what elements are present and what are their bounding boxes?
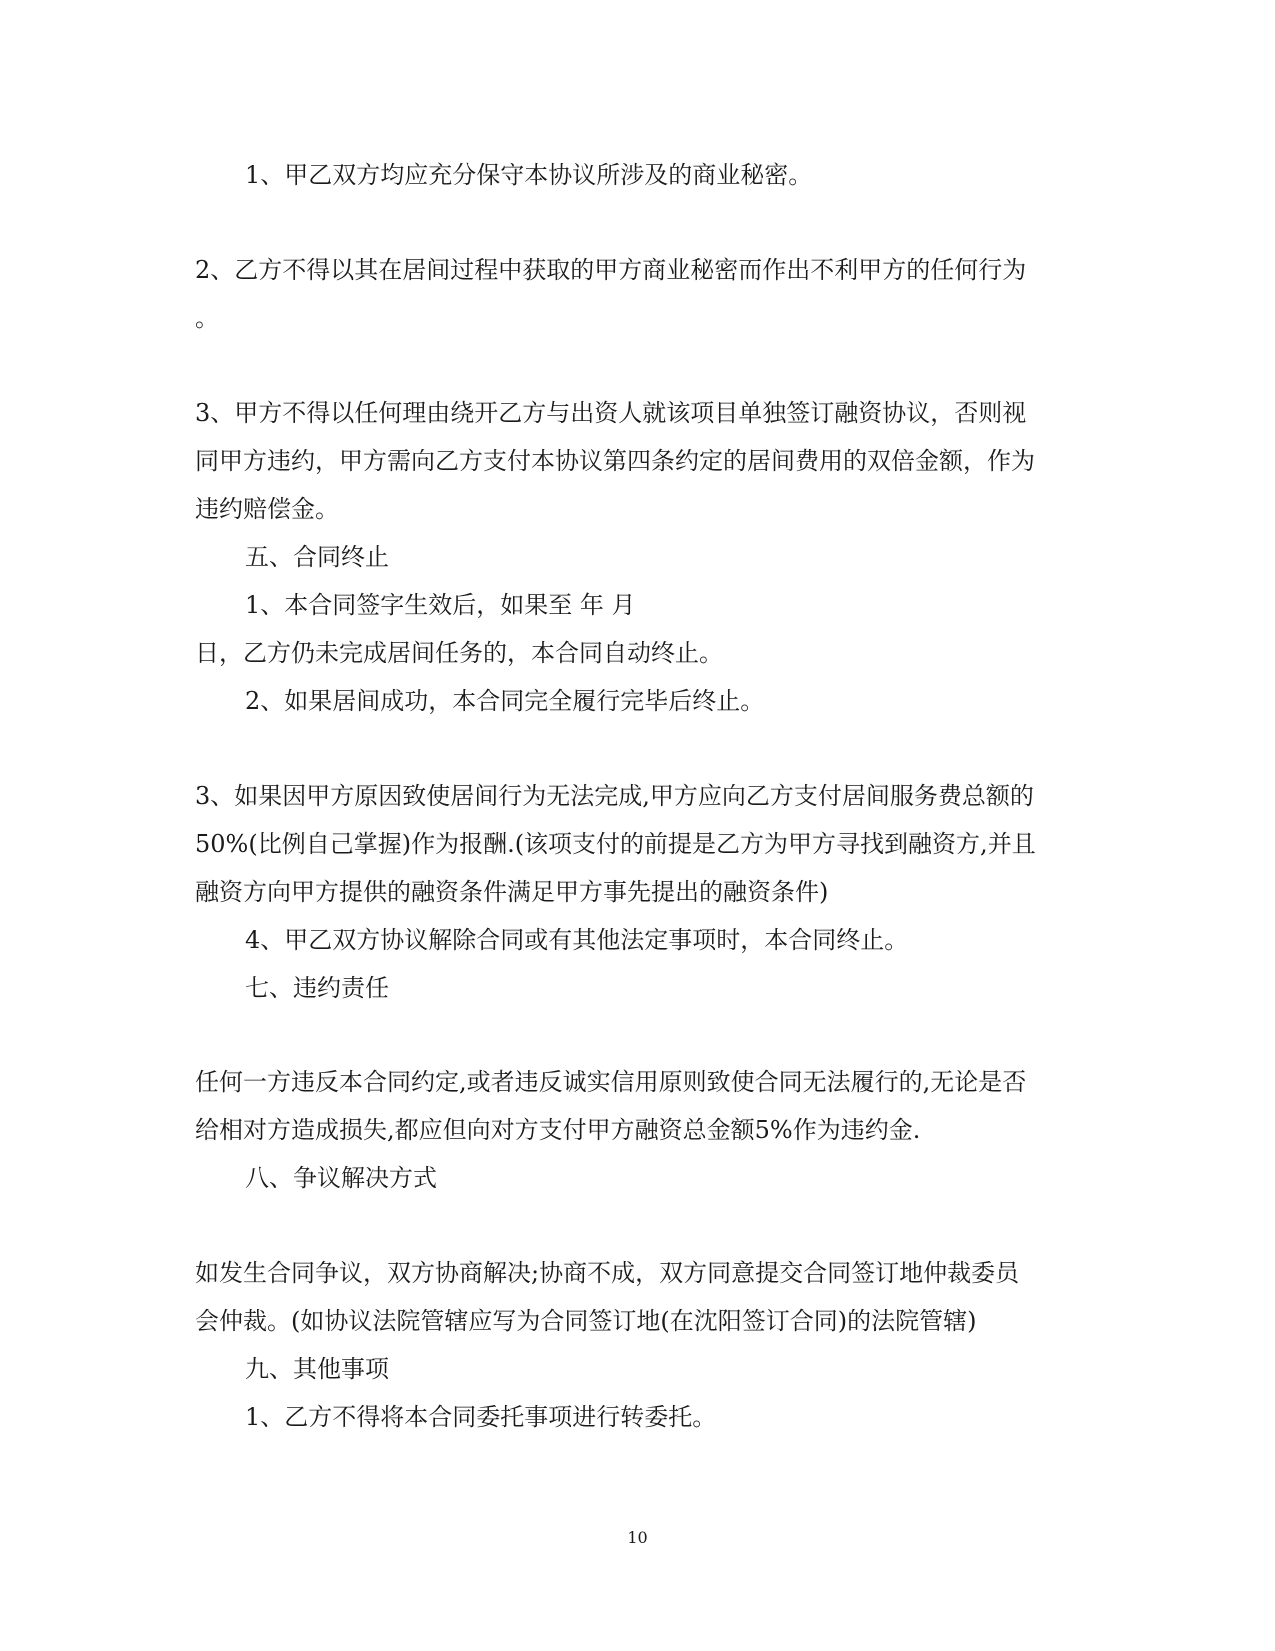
text-line: 。 xyxy=(195,304,219,332)
section-heading: 八、争议解决方式 xyxy=(245,1164,437,1192)
text-line: 任何一方违反本合同约定,或者违反诚实信用原则致使合同无法履行的,无论是否 xyxy=(195,1068,1027,1096)
text-line: 4、甲乙双方协议解除合同或有其他法定事项时，本合同终止。 xyxy=(245,926,909,954)
text-line: 2、如果居间成功，本合同完全履行完毕后终止。 xyxy=(245,687,765,715)
text-line: 违约赔偿金。 xyxy=(195,495,339,523)
section-heading: 七、违约责任 xyxy=(245,974,389,1002)
text-line: 同甲方违约，甲方需向乙方支付本协议第四条约定的居间费用的双倍金额，作为 xyxy=(195,447,1035,475)
text-line: 会仲裁。(如协议法院管辖应写为合同签订地(在沈阳签订合同)的法院管辖) xyxy=(195,1307,977,1335)
text-line: 2、乙方不得以其在居间过程中获取的甲方商业秘密而作出不利甲方的任何行为 xyxy=(195,256,1027,284)
text-line: 3、甲方不得以任何理由绕开乙方与出资人就该项目单独签订融资协议，否则视 xyxy=(195,399,1027,427)
text-line: 日，乙方仍未完成居间任务的，本合同自动终止。 xyxy=(195,639,723,667)
text-line: 1、本合同签字生效后，如果至 年 月 xyxy=(245,591,636,619)
text-line: 3、如果因甲方原因致使居间行为无法完成,甲方应向乙方支付居间服务费总额的 xyxy=(195,782,1034,810)
text-line: 融资方向甲方提供的融资条件满足甲方事先提出的融资条件) xyxy=(195,878,829,906)
text-line: 如发生合同争议，双方协商解决;协商不成，双方同意提交合同签订地仲裁委员 xyxy=(195,1259,1020,1287)
section-heading: 五、合同终止 xyxy=(245,543,389,571)
text-line: 1、甲乙双方均应充分保守本协议所涉及的商业秘密。 xyxy=(245,161,813,189)
text-line: 50%(比例自己掌握)作为报酬.(该项支付的前提是乙方为甲方寻找到融资方,并且 xyxy=(195,830,1036,858)
section-heading: 九、其他事项 xyxy=(245,1355,389,1383)
text-line: 给相对方造成损失,都应但向对方支付甲方融资总金额5%作为违约金. xyxy=(195,1116,921,1144)
page-number: 10 xyxy=(627,1528,648,1547)
text-line: 1、乙方不得将本合同委托事项进行转委托。 xyxy=(245,1403,717,1431)
